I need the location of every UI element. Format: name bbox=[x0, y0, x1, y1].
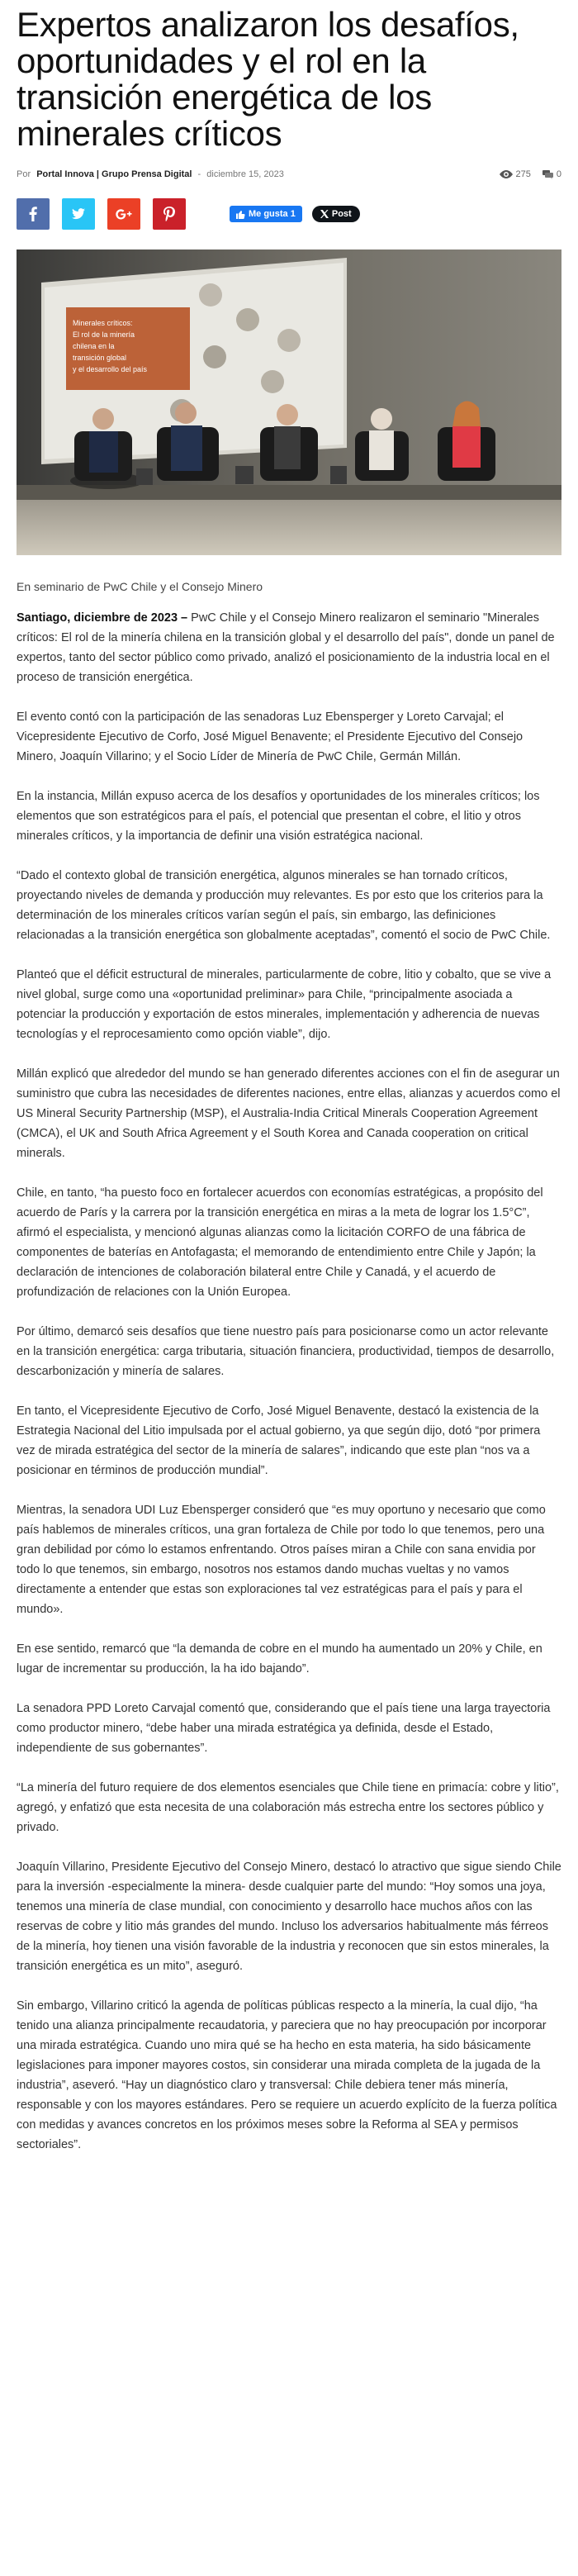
paragraph: “Dado el contexto global de transición energética, algunos minerales se han tornado críticos, proyectando niveles de demanda y producción muy relevantes. Es por esto que los criterios para la determinación de los minerales críticos varían según el país, sin embargo, las definiciones relacionadas a la transición energética son globalmente aceptadas”, comentó el socio de PwC Chile. bbox=[17, 869, 551, 942]
paragraph bbox=[17, 608, 561, 687]
paragraph: Por último, demarcó seis desafíos que tiene nuestro país para posicionarse como un actor relevante en la transición energética: carga tributaria, situación financiera, productividad, tiempos de desarrollo, descarbonización y minería de salares. bbox=[17, 1325, 555, 1378]
facebook-icon bbox=[29, 207, 37, 221]
views-stat bbox=[500, 169, 531, 179]
publish-date: diciembre 15, 2023 bbox=[206, 169, 284, 179]
paragraph: Sin embargo, Villarino criticó la agenda de políticas públicas respecto a la minería, la cual dijo, “ha tenido una alianza principalmente recaudatoria, y pareciera que no hay preocupación por incorporar una mirada estratégica. Cuando uno mira qué se ha hecho en esta materia, ha sido básicamente legislaciones para imponer mayores costos, sin considerar una mirada completa de la jugada de la industria”, aseveró. “Hay un diagnóstico claro y transversal: Chile debiera tener más minería, responsable y con los mayores estándares. Pero se requiere un acuerdo explícito de la fuerza política con medidas y avances concretos en los próximos meses sobre la Reforma al SEA y permisos sectoriales”. bbox=[17, 1999, 557, 2151]
meta-separator: - bbox=[197, 169, 201, 179]
by-label: Por bbox=[17, 169, 31, 179]
lead-dateline: Santiago, diciembre de 2023 – bbox=[17, 611, 188, 625]
svg-text:transición global: transición global bbox=[73, 354, 127, 362]
share-bar bbox=[17, 198, 561, 230]
paragraph: Mientras, la senadora UDI Luz Ebensperger consideró que “es muy oportuno y necesario que como país hablemos de minerales críticos, una gran fortaleza de Chile por todo lo que tenemos, pero una gran debilidad por cómo lo estamos enfrentando. Otros países miran a Chile con sana envidia por todo lo que tenemos, sin embargo, nosotros nos estamos dando muchas vueltas y no vamos directamente a entender que estas son exploraciones tal vez estratégicas para el país y para el mundo». bbox=[17, 1504, 546, 1616]
article-title: Expertos analizaron los desafíos, oportunidades y el rol en la transición energética de los minerales críticos bbox=[17, 5, 519, 153]
svg-text:El rol de la minería: El rol de la minería bbox=[73, 330, 135, 339]
paragraph: “La minería del futuro requiere de dos elementos esenciales que Chile tiene en primacía: cobre y litio”, agregó, y enfatizó que esta necesita de una colaboración más estrecha entre los sectores público y privado. bbox=[17, 1781, 559, 1834]
photo-caption: En seminario de PwC Chile y el Consejo Minero bbox=[17, 580, 263, 593]
paragraph: Chile, en tanto, “ha puesto foco en fortalecer acuerdos con economías estratégicas, a propósito del acuerdo de París y la carrera por la transición energética en miras a la meta de lograr los 1.5°C”, afirmó el especialista, y mencionó algunas alianzas como la licitación CORFO de una fábrica de componentes de baterías en Antofagasta; el memorando de entendimiento entre Chile y Japón; la declaración de intenciones de colaboración bilateral entre Chile y Canadá, y el acuerdo de profundización de relaciones con la Unión Europea. bbox=[17, 1186, 543, 1299]
x-post-button[interactable] bbox=[312, 206, 360, 222]
views-count: 275 bbox=[515, 169, 531, 179]
paragraph: La senadora PPD Loreto Carvajal comentó que, considerando que el país tiene una larga trayectoria como productor minero, “debe haber una mirada estratégica ya definida, desde el Estado, independiente de sus gobernantes”. bbox=[17, 1702, 551, 1755]
paragraph-text: PwC Chile y el Consejo Minero realizaron el seminario "Minerales críticos: El rol de la minería chilena en la transición global y el desarrollo del país", donde un panel de expertos, tanto del sector público como privado, analizó el posicionamiento de la industria local en el proceso de transición energética. bbox=[17, 611, 555, 684]
like-label: Me gusta 1 bbox=[249, 209, 296, 219]
paragraph: El evento contó con la participación de las senadoras Luz Ebensperger y Loreto Carvajal; el Vicepresidente Ejecutivo de Corfo, José Miguel Benavente; el Presidente Ejecutivo del Consejo Minero, Joaquín Villarino; y el Socio Líder de Minería de PwC Chile, Germán Millán. bbox=[17, 711, 524, 763]
eye-icon bbox=[500, 170, 513, 178]
facebook-like-button[interactable] bbox=[230, 206, 302, 222]
comments-count: 0 bbox=[556, 169, 561, 179]
article-meta bbox=[17, 167, 561, 182]
svg-text:y el desarrollo del país: y el desarrollo del país bbox=[73, 365, 148, 373]
article-body bbox=[17, 608, 561, 2155]
svg-text:Minerales críticos:: Minerales críticos: bbox=[73, 319, 133, 327]
pinterest-share-button[interactable] bbox=[153, 198, 186, 230]
paragraph: En ese sentido, remarcó que “la demanda de cobre en el mundo ha aumentado un 20% y Chile, en lugar de incrementar su producción, la ha ido bajando”. bbox=[17, 1642, 542, 1675]
googleplus-share-button[interactable] bbox=[107, 198, 140, 230]
paragraph: Planteó que el déficit estructural de minerales, particularmente de cobre, litio y cobalto, que se vive a nivel global, surge como una «oportunidad preliminar» para Chile, “principalmente asociada a potenciar la producción y exportación de estos minerales, implementación y adherencia de nuevas tecnologías y el reprocesamiento como opción viable”, dijo. bbox=[17, 968, 552, 1041]
paragraph: En la instancia, Millán expuso acerca de los desafíos y oportunidades de los minerales críticos; los elementos que son estratégicos para el país, el potencial que presentan el cobre, el litio y otros minerales críticos, y la importancia de definir una visión estratégica nacional. bbox=[17, 790, 540, 843]
byline bbox=[17, 169, 287, 179]
article-stats bbox=[500, 169, 561, 179]
x-logo-icon bbox=[320, 210, 329, 218]
article-photo bbox=[17, 250, 561, 555]
thumbs-up-icon bbox=[236, 210, 245, 219]
pinterest-icon bbox=[163, 207, 175, 221]
paragraph: Joaquín Villarino, Presidente Ejecutivo del Consejo Minero, destacó lo atractivo que sigue siendo Chile para la inversión -especialmente la minera- desde cualquier parte del mundo: “Hoy somos una joya, tenemos una minería de clase mundial, con conocimiento y desarrollo hace muchos años con las reservas de cobre y litio más grandes del mundo. Incluso los adversarios habitualmente más férreos de la minería, hoy tienen una visión favorable de la industria y reconocen que sin estos minerales, la transición energética es un mito”, aseguró. bbox=[17, 1861, 561, 1973]
facebook-share-button[interactable] bbox=[17, 198, 50, 230]
post-label: Post bbox=[331, 209, 352, 219]
googleplus-icon bbox=[116, 208, 132, 220]
twitter-share-button[interactable] bbox=[62, 198, 95, 230]
author-link[interactable]: Portal Innova | Grupo Prensa Digital bbox=[36, 169, 192, 179]
twitter-icon bbox=[72, 208, 85, 220]
paragraph: En tanto, el Vicepresidente Ejecutivo de Corfo, José Miguel Benavente, destacó la existencia de la Estrategia Nacional del Litio impulsada por el actual gobierno, ya que según dijo, dotó “por primera vez de mirada estratégica del sector de la minería de salares”, indicando que este plan “nos va a posicionar en términos de producción mundial”. bbox=[17, 1404, 541, 1477]
paragraph: Millán explicó que alrededor del mundo se han generado diferentes acciones con el fin de asegurar un suministro que cubra las necesidades de diferentes naciones, entre ellas, alianzas y acuerdos como el US Mineral Security Partnership (MSP), el Australia-India Critical Minerals Cooperation Agreement (CMCA), el UK and South Africa Agreement y el South Korea and Canada cooperation on critical minerals. bbox=[17, 1067, 561, 1160]
comments-icon bbox=[542, 170, 553, 179]
comments-stat[interactable] bbox=[542, 169, 561, 179]
svg-text:chilena en la: chilena en la bbox=[73, 342, 115, 350]
